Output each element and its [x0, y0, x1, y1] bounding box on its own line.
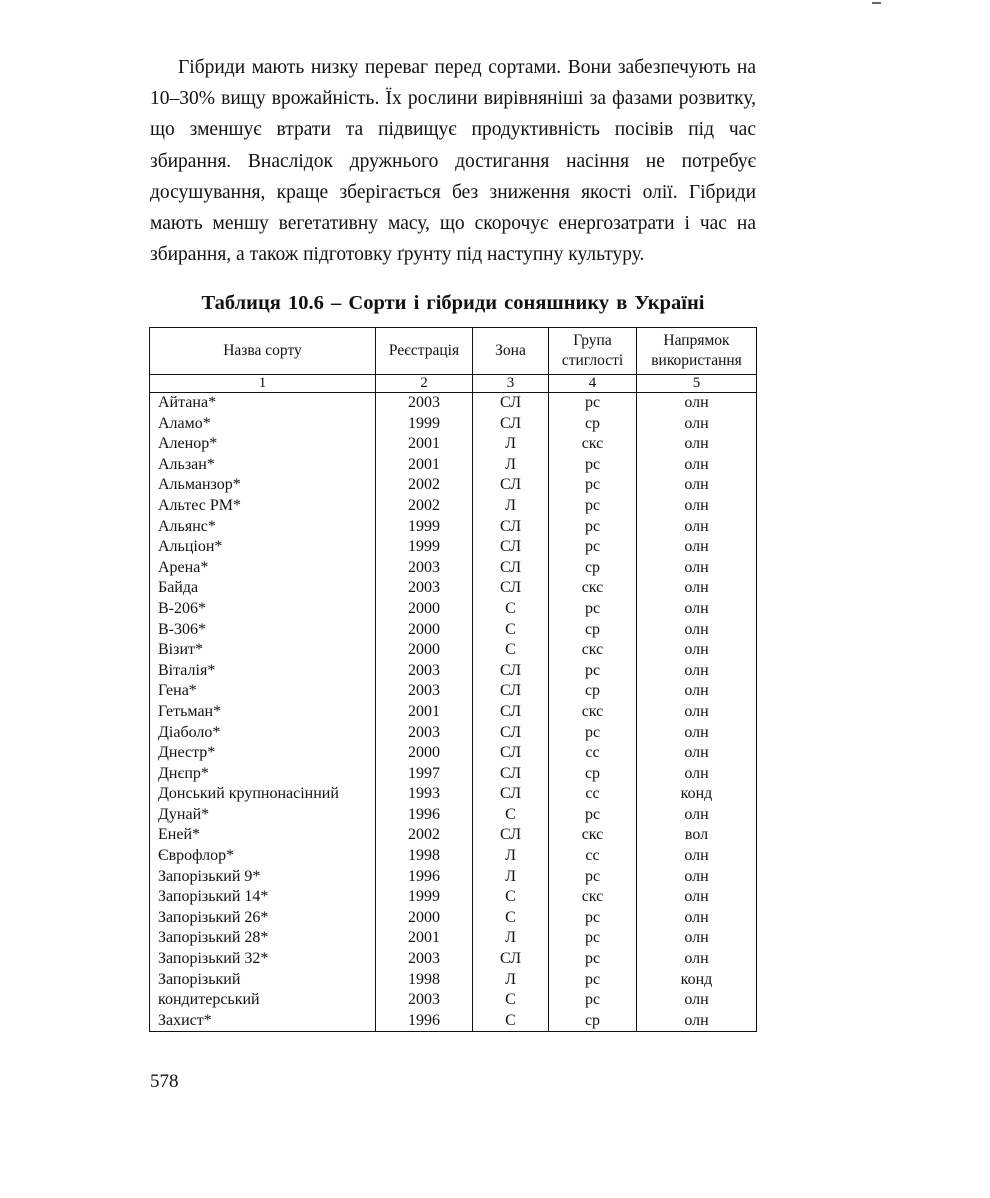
column-number: 1: [150, 375, 376, 393]
table-row: [150, 475, 757, 496]
maturity-cell: рс: [549, 661, 637, 682]
maturity-cell: рс: [549, 455, 637, 476]
usage-cell: олн: [637, 702, 757, 723]
zone-cell: СЛ: [473, 537, 549, 558]
variety-name-cell: Альзан*: [150, 455, 376, 476]
variety-name-cell: Гена*: [150, 681, 376, 702]
registration-cell: 2003: [376, 578, 473, 599]
registration-cell: 2000: [376, 743, 473, 764]
usage-cell: олн: [637, 537, 757, 558]
registration-cell: 1997: [376, 764, 473, 785]
registration-cell: 2003: [376, 990, 473, 1011]
variety-name-cell: Еней*: [150, 825, 376, 846]
maturity-cell: ср: [549, 1011, 637, 1032]
variety-name-cell: Арена*: [150, 558, 376, 579]
table-row: [150, 825, 757, 846]
variety-name-cell: Запорізький 26*: [150, 908, 376, 929]
variety-name-cell: кондитерський: [150, 990, 376, 1011]
table-row: [150, 434, 757, 455]
maturity-cell: сс: [549, 846, 637, 867]
usage-cell: олн: [637, 990, 757, 1011]
maturity-cell: рс: [549, 393, 637, 414]
table-caption: Таблиця 10.6 – Сорти і гібриди соняшнику в Україні: [201, 292, 705, 314]
maturity-cell: ср: [549, 764, 637, 785]
registration-cell: 1999: [376, 517, 473, 538]
zone-cell: СЛ: [473, 661, 549, 682]
maturity-cell: рс: [549, 970, 637, 991]
registration-cell: 1993: [376, 784, 473, 805]
zone-cell: С: [473, 908, 549, 929]
maturity-cell: рс: [549, 928, 637, 949]
zone-cell: Л: [473, 928, 549, 949]
usage-cell: олн: [637, 1011, 757, 1032]
maturity-cell: рс: [549, 599, 637, 620]
table-row: [150, 393, 757, 414]
usage-cell: олн: [637, 578, 757, 599]
column-number: 2: [376, 375, 473, 393]
table-row: [150, 990, 757, 1011]
zone-cell: С: [473, 805, 549, 826]
registration-cell: 2000: [376, 640, 473, 661]
table-row: [150, 1011, 757, 1032]
variety-name-cell: Запорізький: [150, 970, 376, 991]
zone-cell: СЛ: [473, 517, 549, 538]
maturity-cell: скс: [549, 434, 637, 455]
registration-cell: 1998: [376, 846, 473, 867]
registration-cell: 2001: [376, 928, 473, 949]
zone-cell: СЛ: [473, 825, 549, 846]
registration-cell: 2000: [376, 908, 473, 929]
usage-cell: олн: [637, 393, 757, 414]
zone-cell: СЛ: [473, 475, 549, 496]
registration-cell: 2002: [376, 496, 473, 517]
zone-cell: Л: [473, 455, 549, 476]
zone-cell: С: [473, 887, 549, 908]
table-row: [150, 661, 757, 682]
usage-cell: олн: [637, 867, 757, 888]
variety-name-cell: Візит*: [150, 640, 376, 661]
zone-cell: СЛ: [473, 743, 549, 764]
variety-name-cell: Альянс*: [150, 517, 376, 538]
table-row: [150, 537, 757, 558]
usage-cell: олн: [637, 455, 757, 476]
scan-mark: [872, 2, 881, 4]
usage-cell: олн: [637, 475, 757, 496]
registration-cell: 2003: [376, 949, 473, 970]
table-row: [150, 887, 757, 908]
zone-cell: СЛ: [473, 414, 549, 435]
usage-cell: олн: [637, 599, 757, 620]
variety-name-cell: Альціон*: [150, 537, 376, 558]
zone-cell: Л: [473, 867, 549, 888]
maturity-cell: рс: [549, 805, 637, 826]
usage-cell: олн: [637, 681, 757, 702]
registration-cell: 2001: [376, 455, 473, 476]
registration-cell: 2001: [376, 434, 473, 455]
maturity-cell: ср: [549, 558, 637, 579]
table-row: [150, 620, 757, 641]
table-row: [150, 764, 757, 785]
zone-cell: СЛ: [473, 723, 549, 744]
variety-name-cell: В-206*: [150, 599, 376, 620]
usage-cell: конд: [637, 970, 757, 991]
registration-cell: 2001: [376, 702, 473, 723]
table-row: [150, 846, 757, 867]
maturity-cell: рс: [549, 475, 637, 496]
variety-name-cell: Запорізький 32*: [150, 949, 376, 970]
table-row: [150, 908, 757, 929]
maturity-cell: рс: [549, 723, 637, 744]
table-body: [150, 393, 757, 1032]
maturity-cell: сс: [549, 784, 637, 805]
registration-cell: 2003: [376, 558, 473, 579]
column-number-row: [150, 375, 757, 393]
maturity-cell: рс: [549, 517, 637, 538]
table-row: [150, 496, 757, 517]
header-maturity-group: Група стиглості: [549, 328, 637, 375]
maturity-cell: скс: [549, 578, 637, 599]
maturity-cell: рс: [549, 990, 637, 1011]
maturity-cell: скс: [549, 887, 637, 908]
usage-cell: олн: [637, 640, 757, 661]
table-row: [150, 599, 757, 620]
header-usage-direction: Напрямок використання: [637, 328, 757, 375]
zone-cell: С: [473, 599, 549, 620]
header-registration: Реєстрація: [376, 328, 473, 375]
variety-name-cell: Байда: [150, 578, 376, 599]
zone-cell: С: [473, 620, 549, 641]
registration-cell: 1999: [376, 537, 473, 558]
maturity-cell: скс: [549, 825, 637, 846]
registration-cell: 2003: [376, 723, 473, 744]
variety-name-cell: Запорізький 14*: [150, 887, 376, 908]
table-row: [150, 723, 757, 744]
variety-name-cell: Днєпр*: [150, 764, 376, 785]
usage-cell: олн: [637, 517, 757, 538]
variety-name-cell: Діаболо*: [150, 723, 376, 744]
maturity-cell: скс: [549, 702, 637, 723]
usage-cell: олн: [637, 496, 757, 517]
zone-cell: С: [473, 990, 549, 1011]
usage-cell: олн: [637, 908, 757, 929]
header-variety-name: Назва сорту: [150, 328, 376, 375]
usage-cell: олн: [637, 805, 757, 826]
zone-cell: СЛ: [473, 681, 549, 702]
registration-cell: 1996: [376, 867, 473, 888]
maturity-cell: рс: [549, 908, 637, 929]
column-number: 3: [473, 375, 549, 393]
zone-cell: С: [473, 1011, 549, 1032]
variety-name-cell: Захист*: [150, 1011, 376, 1032]
zone-cell: СЛ: [473, 784, 549, 805]
usage-cell: олн: [637, 846, 757, 867]
registration-cell: 2003: [376, 661, 473, 682]
variety-name-cell: Єврофлор*: [150, 846, 376, 867]
column-number: 4: [549, 375, 637, 393]
registration-cell: 1996: [376, 805, 473, 826]
variety-name-cell: Альтес РМ*: [150, 496, 376, 517]
table-row: [150, 970, 757, 991]
column-number: 5: [637, 375, 757, 393]
registration-cell: 1999: [376, 414, 473, 435]
table-row: [150, 949, 757, 970]
table-row: [150, 558, 757, 579]
variety-name-cell: Гетьман*: [150, 702, 376, 723]
maturity-cell: рс: [549, 867, 637, 888]
usage-cell: вол: [637, 825, 757, 846]
zone-cell: СЛ: [473, 702, 549, 723]
table-row: [150, 928, 757, 949]
maturity-cell: ср: [549, 620, 637, 641]
usage-cell: олн: [637, 661, 757, 682]
usage-cell: олн: [637, 620, 757, 641]
registration-cell: 2000: [376, 620, 473, 641]
variety-name-cell: Альманзор*: [150, 475, 376, 496]
variety-name-cell: Аламо*: [150, 414, 376, 435]
registration-cell: 1999: [376, 887, 473, 908]
usage-cell: олн: [637, 949, 757, 970]
table-header-row: [150, 328, 757, 375]
table-row: [150, 578, 757, 599]
variety-name-cell: Віталія*: [150, 661, 376, 682]
zone-cell: СЛ: [473, 578, 549, 599]
table-row: [150, 702, 757, 723]
variety-name-cell: Запорізький 9*: [150, 867, 376, 888]
table-row: [150, 867, 757, 888]
zone-cell: Л: [473, 434, 549, 455]
maturity-cell: сс: [549, 743, 637, 764]
usage-cell: олн: [637, 558, 757, 579]
variety-name-cell: Айтана*: [150, 393, 376, 414]
variety-name-cell: Запорізький 28*: [150, 928, 376, 949]
variety-name-cell: Дунай*: [150, 805, 376, 826]
table-row: [150, 414, 757, 435]
zone-cell: СЛ: [473, 558, 549, 579]
registration-cell: 2003: [376, 681, 473, 702]
registration-cell: 1998: [376, 970, 473, 991]
usage-cell: конд: [637, 784, 757, 805]
table-row: [150, 743, 757, 764]
zone-cell: С: [473, 640, 549, 661]
variety-name-cell: Днестр*: [150, 743, 376, 764]
usage-cell: олн: [637, 414, 757, 435]
usage-cell: олн: [637, 928, 757, 949]
maturity-cell: скс: [549, 640, 637, 661]
registration-cell: 2003: [376, 393, 473, 414]
usage-cell: олн: [637, 723, 757, 744]
table-row: [150, 455, 757, 476]
usage-cell: олн: [637, 887, 757, 908]
table-row: [150, 681, 757, 702]
usage-cell: олн: [637, 764, 757, 785]
maturity-cell: рс: [549, 496, 637, 517]
header-zone: Зона: [473, 328, 549, 375]
table-row: [150, 517, 757, 538]
sunflower-varieties-table: [149, 327, 757, 1032]
variety-name-cell: Аленор*: [150, 434, 376, 455]
zone-cell: СЛ: [473, 764, 549, 785]
zone-cell: Л: [473, 970, 549, 991]
maturity-cell: рс: [549, 949, 637, 970]
maturity-cell: рс: [549, 537, 637, 558]
intro-paragraph: Гібриди мають низку переваг перед сортами. Вони забезпечують на 10–30% вищу врожайність. Їх рослини вирівняніші за фазами розвитку, що зменшує втрати та підвищує продуктивність посівів під час збирання. Внаслідок дружнього достигання насіння не потребує досушування, краще зберігається без зниження якості олії. Гібриди мають меншу вегетативну масу, що скорочує енергозатрати і час на збирання, а також підготовку ґрунту під наступну культуру.: [150, 57, 756, 266]
table-row: [150, 640, 757, 661]
zone-cell: Л: [473, 496, 549, 517]
table-row: [150, 805, 757, 826]
maturity-cell: ср: [549, 414, 637, 435]
registration-cell: 1996: [376, 1011, 473, 1032]
maturity-cell: ср: [549, 681, 637, 702]
table-row: [150, 784, 757, 805]
variety-name-cell: В-306*: [150, 620, 376, 641]
zone-cell: СЛ: [473, 393, 549, 414]
page-number: 578: [150, 1071, 179, 1092]
usage-cell: олн: [637, 434, 757, 455]
variety-name-cell: Донський крупнонасінний: [150, 784, 376, 805]
zone-cell: Л: [473, 846, 549, 867]
zone-cell: СЛ: [473, 949, 549, 970]
registration-cell: 2000: [376, 599, 473, 620]
usage-cell: олн: [637, 743, 757, 764]
registration-cell: 2002: [376, 475, 473, 496]
registration-cell: 2002: [376, 825, 473, 846]
